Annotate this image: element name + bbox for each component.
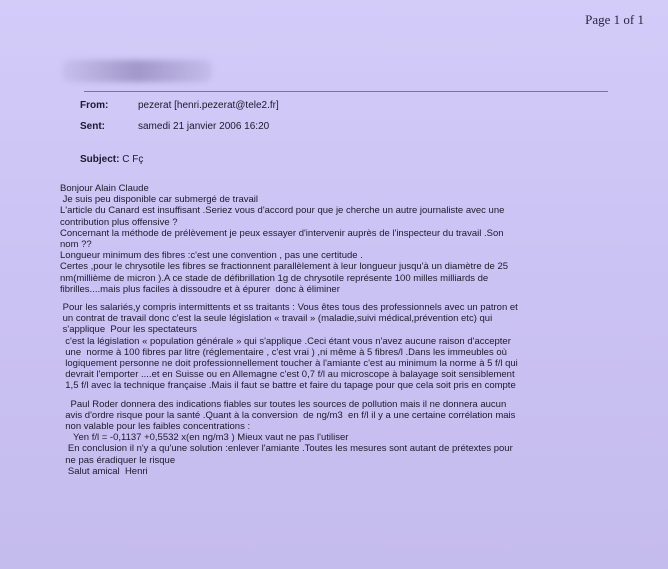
paragraph-gap: [60, 295, 615, 302]
body-line: Pour les salariés,y compris intermittents et ss traitants : Vous êtes tous des professionnels avec un patron et: [60, 302, 518, 314]
body-line: En conclusion il n'y a qu'une solution :enlever l'amiante .Toutes les mesures sont autant de prétextes pour: [60, 443, 513, 455]
body-line: nom ??: [60, 239, 92, 251]
body-line: contribution plus offensive ?: [60, 216, 178, 228]
body-line: un contrat de travail donc c'est la seule législation « travail » (maladie,suivi médical,prévention etc) qui: [60, 313, 493, 325]
paragraph-gap: [60, 392, 615, 399]
body-line: Bonjour Alain Claude: [60, 183, 149, 194]
body-line: devrait l'emporter ....et en Suisse ou en Allemagne c'est 0,7 f/l au microscope à balayage soit sensiblement: [60, 369, 515, 381]
body-line: une norme à 100 fibres par litre (réglementaire , c'est vrai ) ,ni même à 5 fibres/l .Dans les immeubles où: [60, 346, 507, 358]
subject-row: [80, 154, 143, 165]
body-line: fibrilles....mais plus faciles à dissoudre et à épurer donc à éliminer: [60, 283, 340, 295]
body-line: 1,5 f/l avec la technique française .Mais il faut se battre et faire du tapage pour que cela soit pris en compte: [60, 380, 516, 392]
body-line: avis d'ordre risque pour la santé .Quant à la conversion de ng/m3 en f/l il y a une certaine corrélation mais: [60, 409, 516, 421]
body-line: Yen f/l = -0,1137 +0,5532 x(en ng/m3 ) Mieux vaut ne pas l'utiliser: [60, 432, 349, 444]
body-line: non valable pour les faibles concentrations :: [60, 421, 251, 433]
sent-row: [80, 121, 269, 132]
body-line: logiquement personne ne doit professionnellement toucher à l'amiante c'est au minimum la norme à 5 f/l qui: [60, 358, 518, 370]
body-line: Concernant la méthode de prélèvement je peux essayer d'intervenir auprès de l'inspecteur du travail .Son: [60, 227, 504, 239]
body-line: c'est la législation « population générale » qui s'applique .Ceci étant vous n'avez aucune raison d'accepter: [60, 335, 511, 347]
sent-value: samedi 21 janvier 2006 16:20: [138, 121, 270, 132]
page-number: Page 1 of 1: [585, 12, 644, 27]
body-line: Certes ,pour le chrysotile les fibres se fractionnent parallèlement à leur longueur jusqu'à un diamètre de 25: [60, 261, 509, 273]
subject-label: Subject:: [80, 154, 120, 165]
redacted-area: [62, 60, 212, 82]
body-line: s'applique Pour les spectateurs: [60, 324, 198, 336]
body-line: nm(millième de micron ).A ce stade de défibrillation 1g de chrysotile représente 100 milles milliards de: [60, 272, 489, 284]
from-value: pezerat [henri.pezerat@tele2.fr]: [138, 100, 279, 111]
body-line: L'article du Canard est insuffisant .Seriez vous d'accord pour que je cherche un autre journaliste avec une: [60, 205, 505, 217]
body-line: Je suis peu disponible car submergé de travail: [60, 194, 259, 206]
body-line: ne pas éradiquer le risque: [60, 454, 176, 466]
body-line: Salut amical Henri: [60, 465, 148, 477]
body-line: Longueur minimum des fibres :c'est une convention , pas une certitude .: [60, 250, 363, 262]
header-divider: [84, 91, 608, 92]
sent-label: Sent:: [80, 121, 105, 132]
subject-value: C Fç: [122, 154, 144, 165]
email-body: [60, 183, 615, 477]
body-line: Paul Roder donnera des indications fiables sur toutes les sources de pollution mais il ne donnera aucun: [60, 398, 507, 410]
from-row: [80, 100, 279, 111]
from-label: From:: [80, 100, 109, 111]
